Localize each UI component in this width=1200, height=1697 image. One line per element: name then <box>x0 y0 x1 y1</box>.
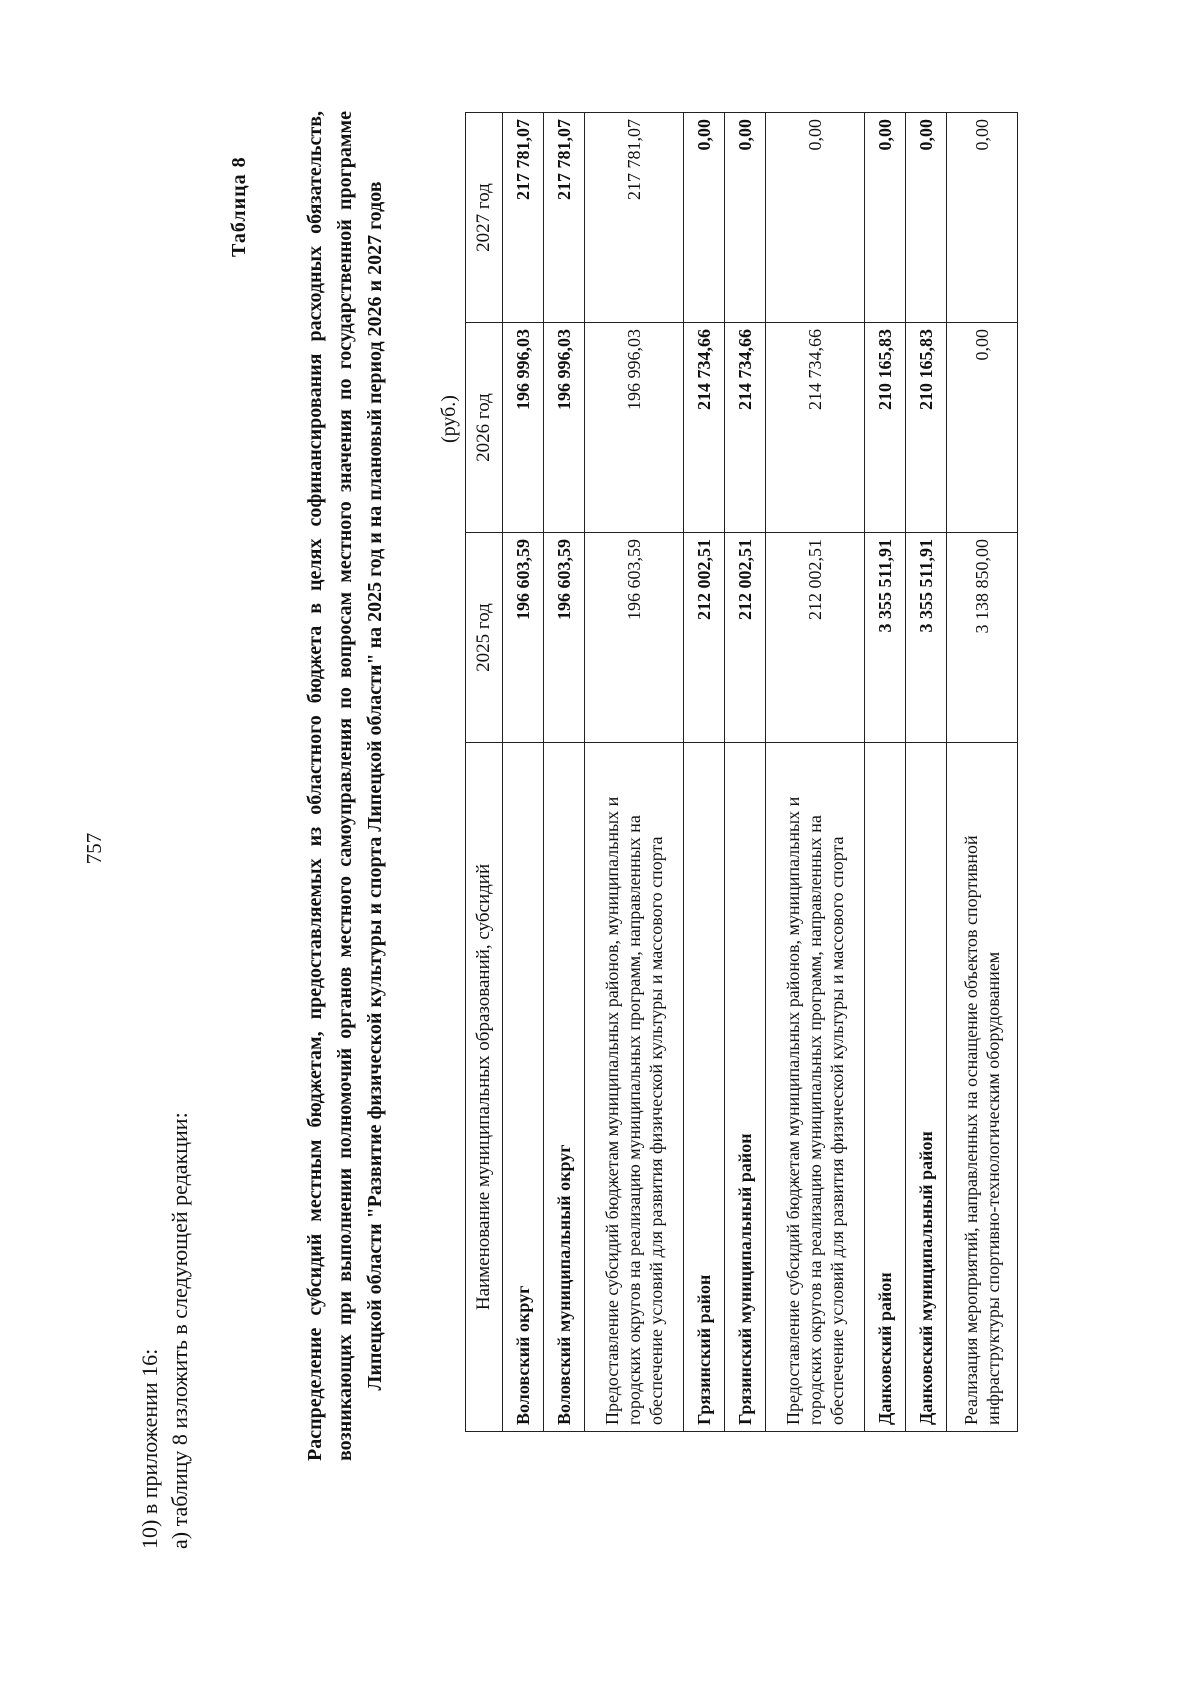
header-2026: 2026 год <box>466 323 503 533</box>
row-value-2027: 217 781,07 <box>585 113 684 323</box>
row-name: Воловский округ <box>503 743 544 1432</box>
row-value-2025: 196 603,59 <box>503 533 544 743</box>
table-row <box>906 113 947 1432</box>
table-label: Таблица 8 <box>228 156 250 257</box>
row-value-2026: 214 734,66 <box>684 323 725 533</box>
row-value-2027: 0,00 <box>865 113 906 323</box>
header-2027: 2027 год <box>466 113 503 323</box>
row-value-2026: 210 165,83 <box>906 323 947 533</box>
row-value-2026: 0,00 <box>947 323 1018 533</box>
table-row <box>725 113 766 1432</box>
row-value-2027: 0,00 <box>947 113 1018 323</box>
row-value-2025: 212 002,51 <box>766 533 865 743</box>
row-value-2027: 217 781,07 <box>503 113 544 323</box>
row-name: Предоставление субсидий бюджетам муниципальных районов, муниципальных и городских округов на реализацию муниципальных программ, направленных на обеспечение условий для развития физической культуры и массового спорта <box>766 743 865 1432</box>
row-value-2025: 212 002,51 <box>684 533 725 743</box>
row-value-2025: 3 355 511,91 <box>906 533 947 743</box>
row-name: Грязинский район <box>684 743 725 1432</box>
intro-line-1: 10) в приложении 16: <box>137 1348 162 1549</box>
table-row <box>947 113 1018 1432</box>
row-value-2026: 196 996,03 <box>544 323 585 533</box>
subsidy-table <box>465 112 1018 1432</box>
row-value-2025: 3 355 511,91 <box>865 533 906 743</box>
row-value-2027: 0,00 <box>906 113 947 323</box>
intro-line-2: а) таблицу 8 изложить в следующей редакции: <box>167 1112 192 1549</box>
row-value-2026: 214 734,66 <box>725 323 766 533</box>
row-value-2026: 196 996,03 <box>585 323 684 533</box>
table-row <box>865 113 906 1432</box>
row-value-2025: 212 002,51 <box>725 533 766 743</box>
row-name: Данковский район <box>865 743 906 1432</box>
table-row <box>585 113 684 1432</box>
row-value-2027: 0,00 <box>725 113 766 323</box>
row-value-2026: 214 734,66 <box>766 323 865 533</box>
row-name: Воловский муниципальный округ <box>544 743 585 1432</box>
table-header-row <box>466 113 503 1432</box>
table-heading: Распределение субсидий местным бюджетам, предоставляемых из областного бюджета в целях софинансирования расходных обязательств, возникающих при выполнении полномочий органов местного самоуправления по вопросам местного значения по государственной программе Липецкой области "Развитие физической культуры и спорта Липецкой области" на 2025 год и на плановый период 2026 и 2027 годов <box>304 111 386 1461</box>
table-row <box>684 113 725 1432</box>
row-name: Предоставление субсидий бюджетам муниципальных районов, муниципальных и городских округов на реализацию муниципальных программ, направленных на обеспечение условий для развития физической культуры и массового спорта <box>585 743 684 1432</box>
row-value-2027: 0,00 <box>766 113 865 323</box>
table-row <box>503 113 544 1432</box>
row-name: Грязинский муниципальный район <box>725 743 766 1432</box>
row-value-2025: 3 138 850,00 <box>947 533 1018 743</box>
unit-label: (руб.) <box>438 395 460 443</box>
row-value-2025: 196 603,59 <box>544 533 585 743</box>
row-name: Данковский муниципальный район <box>906 743 947 1432</box>
row-value-2026: 196 996,03 <box>503 323 544 533</box>
header-2025: 2025 год <box>466 533 503 743</box>
row-value-2026: 210 165,83 <box>865 323 906 533</box>
row-name: Реализация мероприятий, направленных на оснащение объектов спортивной инфраструктуры спортивно-технологическим оборудованием <box>947 743 1018 1432</box>
intro-text <box>135 1112 195 1549</box>
header-name: Наименование муниципальных образований, субсидий <box>466 743 503 1432</box>
table-row <box>544 113 585 1432</box>
row-value-2027: 0,00 <box>684 113 725 323</box>
page-number: 757 <box>82 832 106 865</box>
row-value-2025: 196 603,59 <box>585 533 684 743</box>
row-value-2027: 217 781,07 <box>544 113 585 323</box>
table-row <box>766 113 865 1432</box>
